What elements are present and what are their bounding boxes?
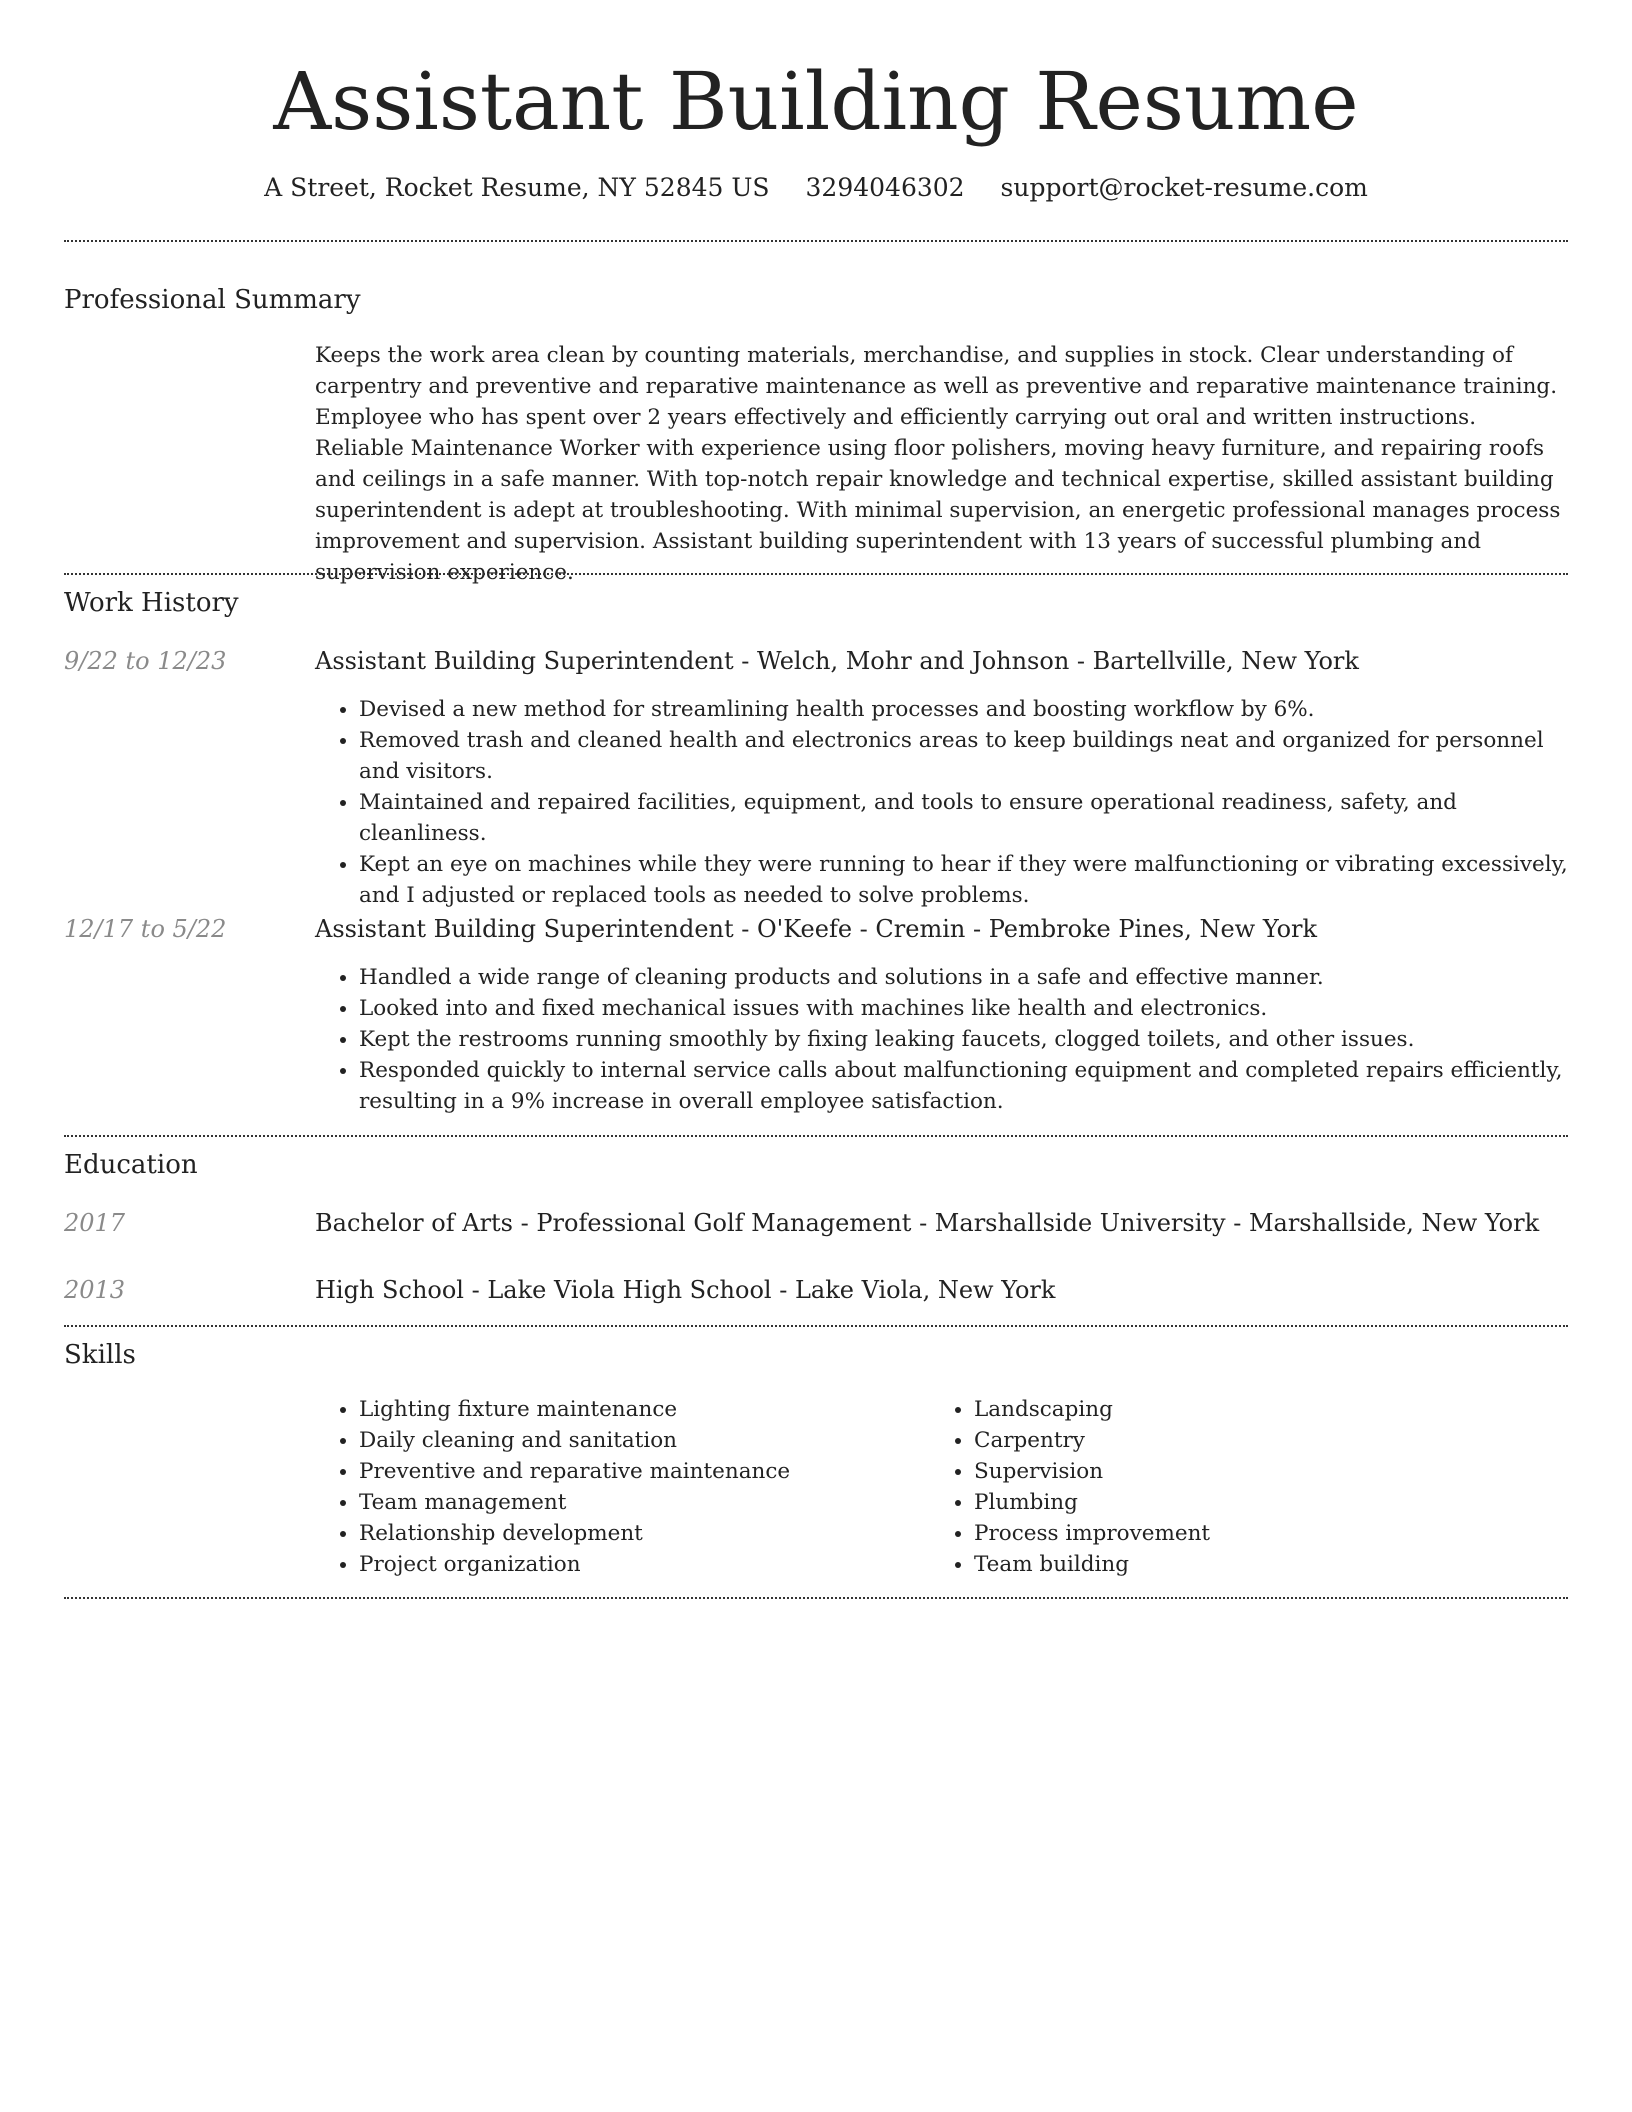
skills-list-left xyxy=(315,1394,915,1580)
section-title-summary: Professional Summary xyxy=(64,285,361,315)
section-title-work: Work History xyxy=(64,588,239,618)
job-bullets xyxy=(315,694,1568,911)
list-item: • Handled a wide range of cleaning products and solutions in a safe and effective manner. xyxy=(359,962,1568,993)
job-dates: 12/17 to 5/22 xyxy=(64,915,227,943)
list-item: • Process improvement xyxy=(974,1518,1568,1549)
list-item: • Looked into and fixed mechanical issues with machines like health and electronics. xyxy=(359,993,1568,1024)
divider xyxy=(64,573,1568,575)
contact-line xyxy=(64,170,1568,206)
list-item: • Preventive and reparative maintenance xyxy=(359,1456,915,1487)
skills-list-right xyxy=(930,1394,1568,1580)
list-item: • Devised a new method for streamlining health processes and boosting workflow by 6%. xyxy=(359,694,1568,725)
section-title-education: Education xyxy=(64,1150,198,1180)
summary-text: Keeps the work area clean by counting materials, merchandise, and supplies in stock. Clear understanding of carpentry and preventive and reparative maintenance as well as preventive and reparative maintenance training. Employee who has spent over 2 years effectively and efficiently carrying out oral and written instructions. Reliable Maintenance Worker with experience using floor polishers, moving heavy furniture, and repairing roofs and ceilings in a safe manner. With top-notch repair knowledge and technical expertise, skilled assistant building superintendent is adept at troubleshooting. With minimal supervision, an energetic professional manages process improvement and supervision. Assistant building superintendent with 13 years of successful plumbing and supervision experience. xyxy=(315,343,1561,585)
list-item: • Carpentry xyxy=(974,1425,1568,1456)
education-year: 2017 xyxy=(64,1209,126,1237)
list-item: • Supervision xyxy=(974,1456,1568,1487)
contact-address: A Street, Rocket Resume, NY 52845 US xyxy=(264,173,770,202)
list-item: • Team management xyxy=(359,1487,915,1518)
list-item: • Kept an eye on machines while they were running to hear if they were malfunctioning or vibrating excessively, and I adjusted or replaced tools as needed to solve problems. xyxy=(359,849,1568,911)
contact-email: support@rocket-resume.com xyxy=(1000,173,1368,202)
job-heading: Assistant Building Superintendent - O'Keefe - Cremin - Pembroke Pines, New York xyxy=(315,915,1318,943)
contact-phone: 3294046302 xyxy=(805,173,965,202)
resume-name: Assistant Building Resume xyxy=(273,55,1359,148)
job-bullets xyxy=(315,962,1568,1117)
job-heading: Assistant Building Superintendent - Welch, Mohr and Johnson - Bartellville, New York xyxy=(315,647,1359,675)
list-item: • Team building xyxy=(974,1549,1568,1580)
list-item: • Relationship development xyxy=(359,1518,915,1549)
list-item: • Plumbing xyxy=(974,1487,1568,1518)
list-item: • Daily cleaning and sanitation xyxy=(359,1425,915,1456)
education-year: 2013 xyxy=(64,1276,126,1304)
list-item: • Maintained and repaired facilities, equipment, and tools to ensure operational readiness, safety, and cleanliness. xyxy=(359,787,1568,849)
section-title-skills: Skills xyxy=(64,1340,136,1370)
list-item: • Landscaping xyxy=(974,1394,1568,1425)
education-heading: High School - Lake Viola High School - Lake Viola, New York xyxy=(315,1276,1056,1304)
list-item: • Kept the restrooms running smoothly by fixing leaking faucets, clogged toilets, and other issues. xyxy=(359,1024,1568,1055)
job-dates: 9/22 to 12/23 xyxy=(64,647,227,675)
list-item: • Responded quickly to internal service calls about malfunctioning equipment and completed repairs efficiently, resulting in a 9% increase in overall employee satisfaction. xyxy=(359,1055,1568,1117)
list-item: • Removed trash and cleaned health and electronics areas to keep buildings neat and organized for personnel and visitors. xyxy=(359,725,1568,787)
list-item: • Lighting fixture maintenance xyxy=(359,1394,915,1425)
divider xyxy=(64,240,1568,242)
divider xyxy=(64,1135,1568,1137)
divider xyxy=(64,1325,1568,1327)
education-heading: Bachelor of Arts - Professional Golf Management - Marshallside University - Marshallside, New York xyxy=(315,1209,1540,1237)
list-item: • Project organization xyxy=(359,1549,915,1580)
divider xyxy=(64,1597,1568,1599)
